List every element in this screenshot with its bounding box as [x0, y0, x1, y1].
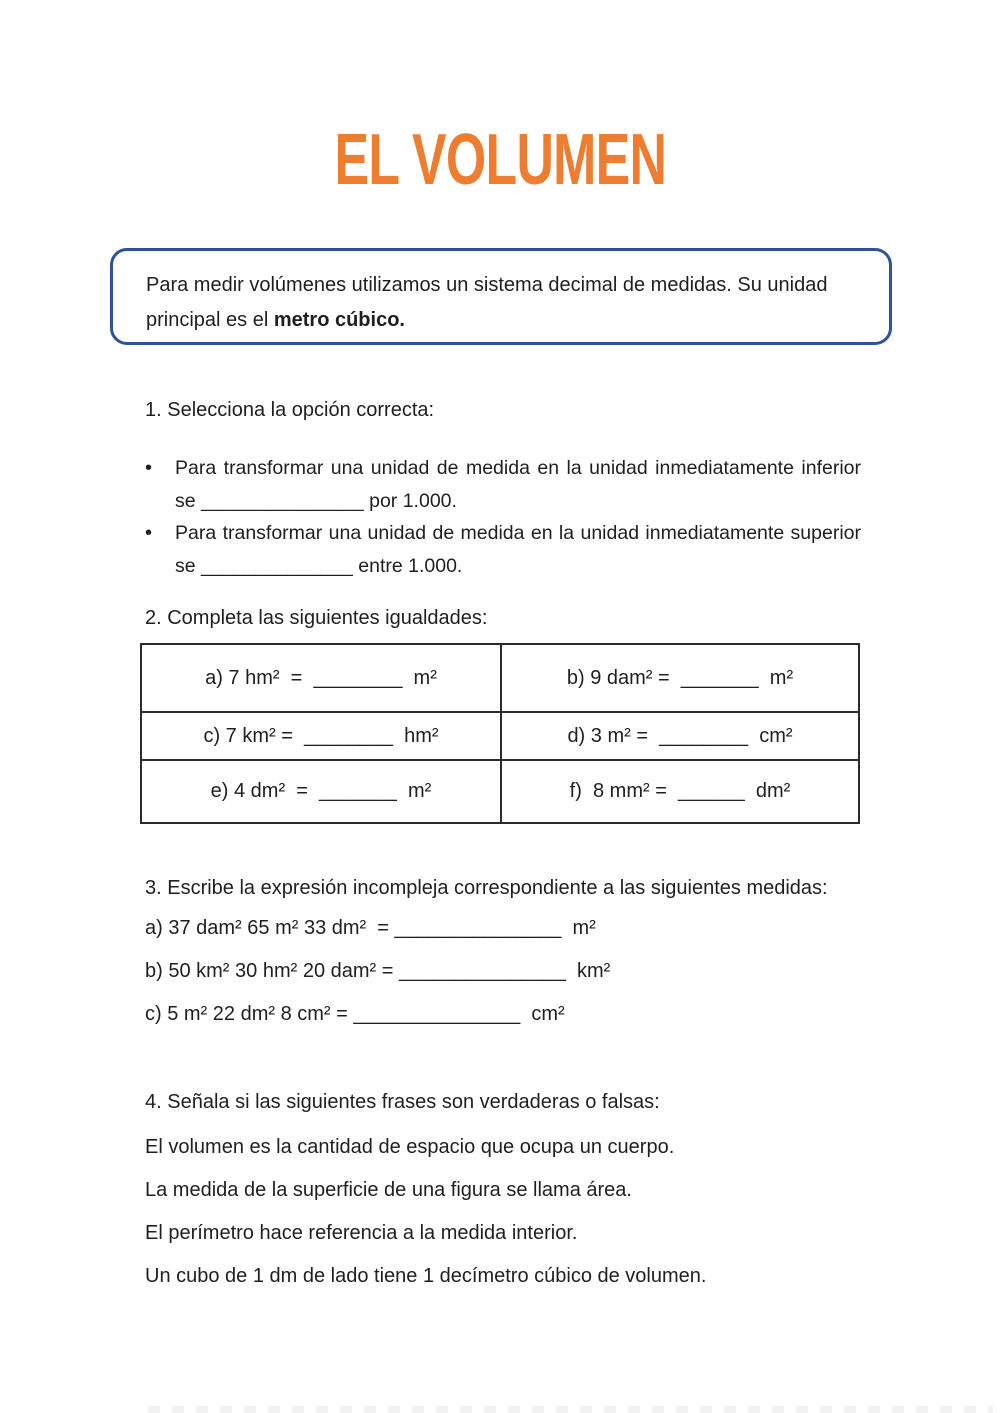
- statement-item: El volumen es la cantidad de espacio que ocupa un cuerpo.: [145, 1136, 675, 1158]
- intro-line1: Para medir volúmenes utilizamos un sistema decimal de medidas. Su unidad: [146, 274, 828, 296]
- section-1-heading: 1. Selecciona la opción correcta:: [145, 399, 435, 421]
- bullet-item-inferior: [145, 452, 861, 517]
- true-false-section: [145, 1091, 706, 1308]
- bullet-text-fill-blank[interactable]: Para transformar una unidad de medida en la unidad inmediatamente superior se ______________ entre 1.000.: [175, 522, 861, 577]
- table-cell-c[interactable]: c) 7 km² = ________ hm²: [142, 713, 502, 761]
- measure-item-b[interactable]: b) 50 km² 30 hm² 20 dam² = _______________ km²: [145, 960, 611, 982]
- bullet-text-fill-blank[interactable]: Para transformar una unidad de medida en la unidad inmediatamente inferior se _______________ por 1.000.: [175, 457, 861, 512]
- intro-line2: principal es el: [146, 309, 274, 331]
- statement-item: El perímetro hace referencia a la medida interior.: [145, 1222, 578, 1244]
- intro-text: [113, 251, 889, 338]
- statement-item: Un cubo de 1 dm de lado tiene 1 decímetro cúbico de volumen.: [145, 1265, 707, 1287]
- bullet-marker: •: [145, 457, 153, 479]
- page-title: EL VOLUMEN: [334, 120, 666, 200]
- bullet-marker: •: [145, 522, 153, 544]
- table-cell-f[interactable]: f) 8 mm² = ______ dm²: [569, 780, 791, 802]
- measure-item-c[interactable]: c) 5 m² 22 dm² 8 cm² = _______________ cm²: [145, 1003, 565, 1025]
- bullet-item-superior: [145, 517, 861, 582]
- table-cell-b[interactable]: b) 9 dam² = _______ m²: [502, 645, 858, 713]
- table-cell-a[interactable]: a) 7 hm² = ________ m²: [142, 645, 502, 713]
- section-3-heading: 3. Escribe la expresión incompleja correspondiente a las siguientes medidas:: [145, 877, 828, 899]
- measure-item-a[interactable]: a) 37 dam² 65 m² 33 dm² = _______________ m²: [145, 917, 596, 939]
- page-title-container: [0, 120, 1000, 200]
- equalities-table: [140, 643, 860, 824]
- table-cell-d[interactable]: d) 3 m² = ________ cm²: [502, 713, 858, 761]
- statement-item: La medida de la superficie de una figura se llama área.: [145, 1179, 632, 1201]
- section-4-heading: 4. Señala si las siguientes frases son verdaderas o falsas:: [145, 1091, 660, 1113]
- intro-line2-bold: metro cúbico.: [273, 309, 405, 331]
- measure-list: [145, 917, 610, 1046]
- table-cell-e[interactable]: e) 4 dm² = _______ m²: [142, 761, 502, 822]
- bullet-list: [145, 452, 861, 582]
- cropped-bottom-text: [148, 1406, 993, 1413]
- section-2-heading: 2. Completa las siguientes igualdades:: [145, 607, 488, 629]
- intro-box: [110, 248, 892, 345]
